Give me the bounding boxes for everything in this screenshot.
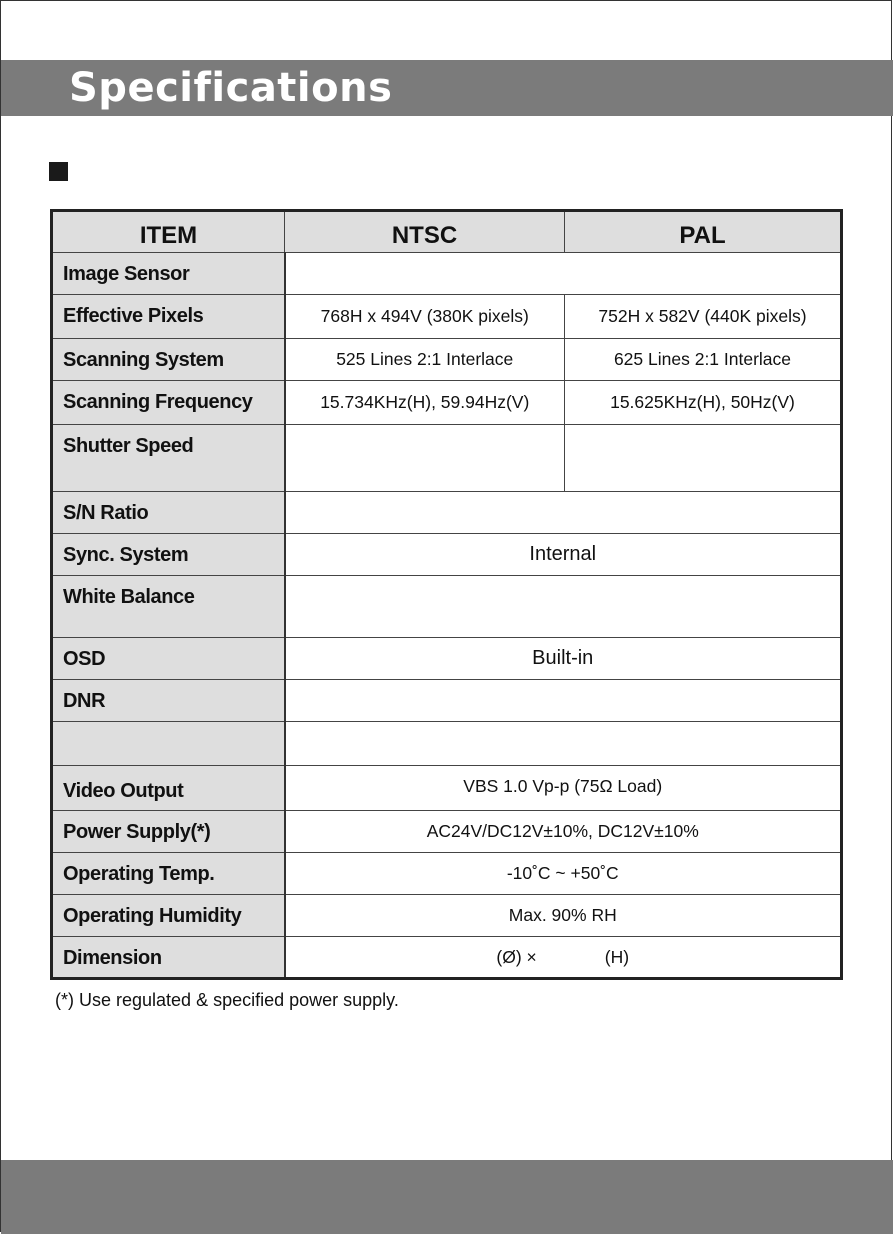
page-title: Specifications [69,65,393,111]
row-label-shutter-speed: Shutter Speed [52,425,285,492]
row-label-operating-temp: Operating Temp. [52,853,285,895]
row-value-effective-pixels-ntsc: 768H x 494V (380K pixels) [285,295,565,339]
specifications-table [50,209,843,980]
row-value-operating-humidity: Max. 90% RH [285,895,842,937]
row-value-dimension: (Ø) × (H) [285,937,842,979]
row-value-dnr [285,680,842,722]
table-row [52,534,842,576]
row-label-sync-system: Sync. System [52,534,285,576]
row-value-scanning-frequency-pal: 15.625KHz(H), 50Hz(V) [565,381,842,425]
table-row [52,638,842,680]
table-row [52,811,842,853]
row-label-dimension: Dimension [52,937,285,979]
header-pal: PAL [565,211,842,253]
row-label-blank [52,722,285,766]
row-label-osd: OSD [52,638,285,680]
row-label-video-output: Video Output [52,766,285,811]
table-row [52,895,842,937]
power-supply-footnote: (*) Use regulated & specified power supply. [55,990,399,1010]
row-value-blank [285,722,842,766]
row-label-sn-ratio: S/N Ratio [52,492,285,534]
row-label-scanning-system: Scanning System [52,339,285,381]
row-value-scanning-system-pal: 625 Lines 2:1 Interlace [565,339,842,381]
row-label-operating-humidity: Operating Humidity [52,895,285,937]
table-row [52,492,842,534]
row-value-shutter-speed-pal [565,425,842,492]
table-header-row [52,211,842,253]
table-row [52,853,842,895]
section-bullet-square [49,162,68,181]
row-value-scanning-system-ntsc: 525 Lines 2:1 Interlace [285,339,565,381]
row-value-sync-system: Internal [285,534,842,576]
row-value-video-output: VBS 1.0 Vp-p (75Ω Load) [285,766,842,811]
table-row [52,576,842,638]
row-value-shutter-speed-ntsc [285,425,565,492]
row-label-image-sensor: Image Sensor [52,253,285,295]
table-row [52,937,842,979]
row-value-osd: Built-in [285,638,842,680]
row-value-operating-temp: -10˚C ~ +50˚C [285,853,842,895]
row-label-dnr: DNR [52,680,285,722]
row-label-power-supply: Power Supply(*) [52,811,285,853]
row-value-effective-pixels-pal: 752H x 582V (440K pixels) [565,295,842,339]
bottom-bar [1,1160,893,1234]
table-row [52,425,842,492]
table-row [52,253,842,295]
row-label-scanning-frequency: Scanning Frequency [52,381,285,425]
row-label-effective-pixels: Effective Pixels [52,295,285,339]
row-value-image-sensor [285,253,842,295]
row-value-white-balance [285,576,842,638]
title-bar [1,60,893,116]
row-value-power-supply: AC24V/DC12V±10%, DC12V±10% [285,811,842,853]
table-row [52,381,842,425]
table-row [52,339,842,381]
header-item: ITEM [52,211,285,253]
header-ntsc: NTSC [285,211,565,253]
table-row [52,766,842,811]
row-value-sn-ratio [285,492,842,534]
row-label-white-balance: White Balance [52,576,285,638]
table-row [52,680,842,722]
row-value-scanning-frequency-ntsc: 15.734KHz(H), 59.94Hz(V) [285,381,565,425]
table-row [52,722,842,766]
table-row [52,295,842,339]
